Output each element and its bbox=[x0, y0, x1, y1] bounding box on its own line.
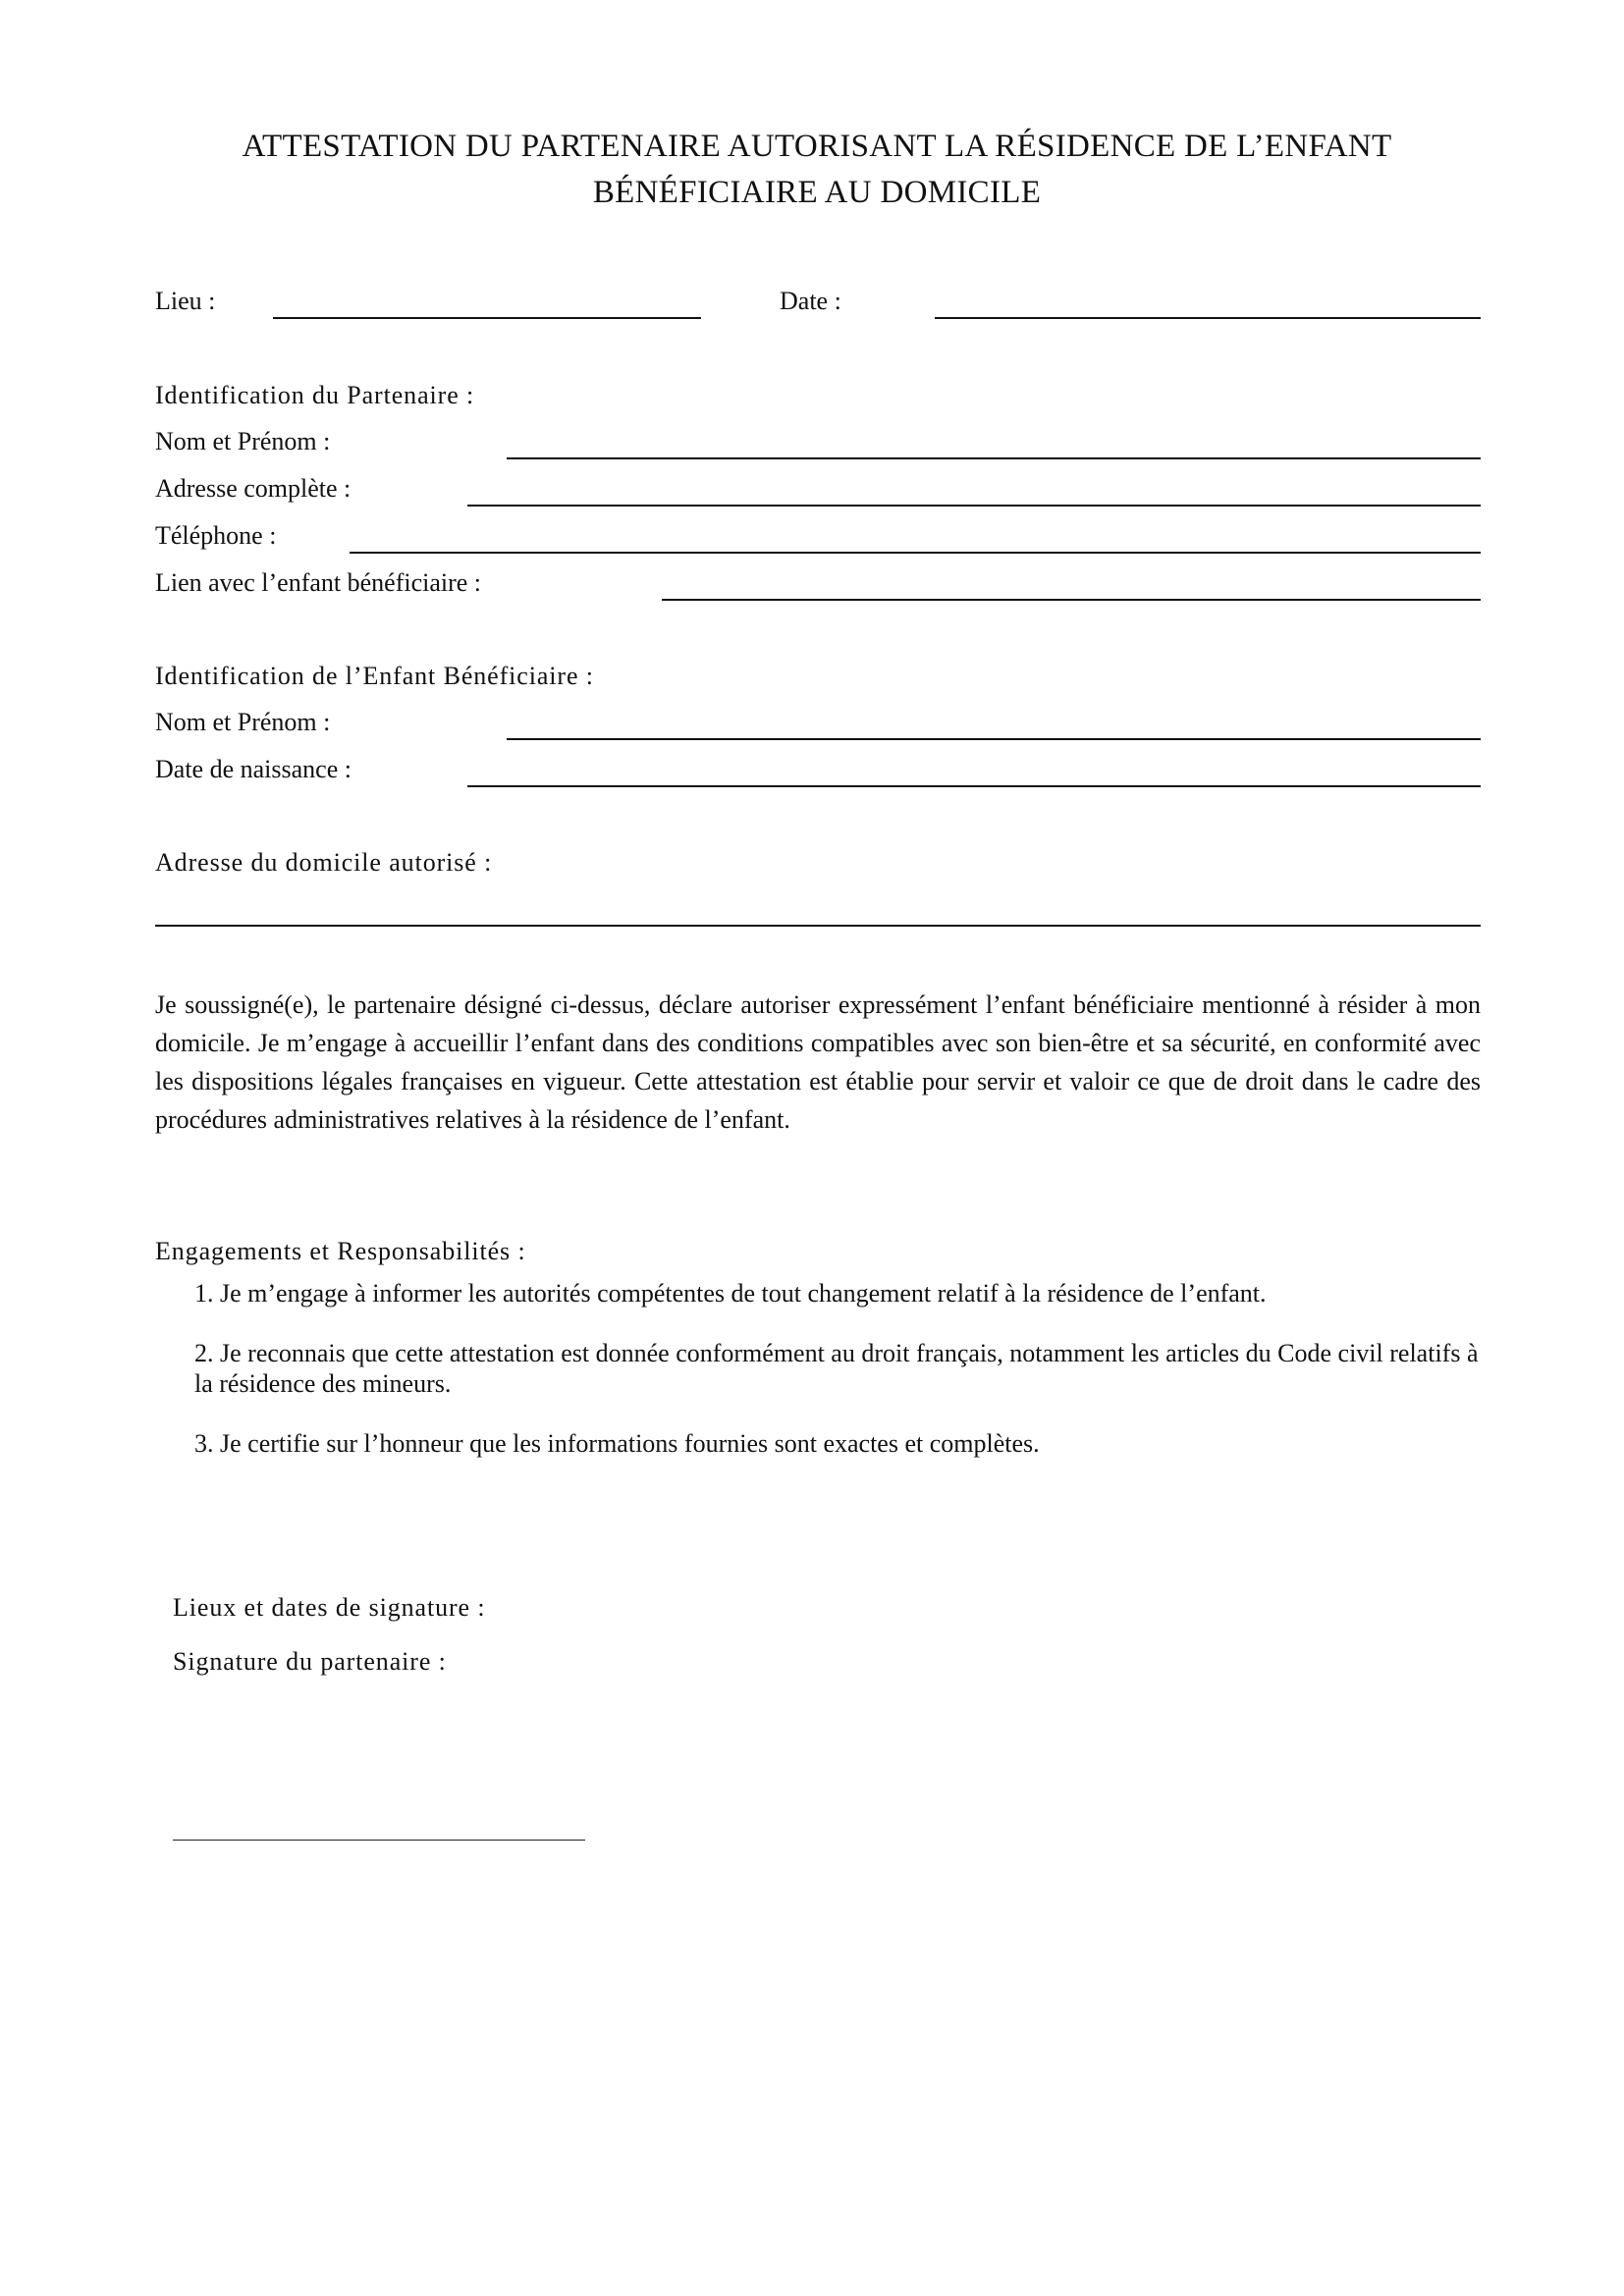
engagements-heading: Engagements et Responsabilités : bbox=[155, 1237, 526, 1265]
partenaire-adresse-label: Adresse complète : bbox=[155, 474, 352, 503]
engagement-item-3: 3. Je certifie sur l’honneur que les informations fournies sont exactes et complètes. bbox=[194, 1429, 1040, 1458]
lieu-label: Lieu : bbox=[155, 287, 216, 315]
partenaire-nom-label: Nom et Prénom : bbox=[155, 427, 331, 455]
document-title-line-2: BÉNÉFICIAIRE AU DOMICILE bbox=[592, 175, 1042, 210]
partenaire-telephone-label: Téléphone : bbox=[155, 521, 277, 550]
partenaire-adresse-field-line[interactable] bbox=[467, 505, 1481, 507]
date-label: Date : bbox=[780, 287, 841, 315]
enfant-naissance-label: Date de naissance : bbox=[155, 755, 352, 783]
document-title bbox=[155, 124, 1479, 216]
date-field-line[interactable] bbox=[935, 317, 1481, 319]
partenaire-telephone-field-line[interactable] bbox=[350, 552, 1481, 554]
lieu-field-line[interactable] bbox=[273, 317, 701, 319]
enfant-heading: Identification de l’Enfant Bénéficiaire : bbox=[155, 662, 594, 690]
partenaire-lien-field-line[interactable] bbox=[662, 599, 1481, 601]
signature-partenaire-label: Signature du partenaire : bbox=[173, 1647, 447, 1676]
enfant-nom-field-line[interactable] bbox=[507, 738, 1481, 740]
domicile-field-line[interactable] bbox=[155, 925, 1481, 927]
partenaire-lien-label: Lien avec l’enfant bénéficiaire : bbox=[155, 568, 482, 597]
domicile-heading: Adresse du domicile autorisé : bbox=[155, 848, 493, 877]
partenaire-nom-field-line[interactable] bbox=[507, 457, 1481, 459]
partenaire-heading: Identification du Partenaire : bbox=[155, 381, 475, 409]
enfant-nom-label: Nom et Prénom : bbox=[155, 708, 331, 736]
signature-line[interactable] bbox=[173, 1840, 585, 1841]
engagement-item-1: 1. Je m’engage à informer les autorités compétentes de tout changement relatif à la résidence de l’enfant. bbox=[194, 1279, 1267, 1308]
document-title-line-1: ATTESTATION DU PARTENAIRE AUTORISANT LA RÉSIDENCE DE L’ENFANT bbox=[242, 129, 1392, 164]
signature-lieux-label: Lieux et dates de signature : bbox=[173, 1593, 486, 1622]
engagement-item-2: 2. Je reconnais que cette attestation est donnée conformément au droit français, notamment les articles du Code civil relatifs à la résidence des mineurs. bbox=[194, 1339, 1479, 1398]
declaration-paragraph: Je soussigné(e), le partenaire désigné ci-dessus, déclare autoriser expressément l’enfant bénéficiaire mentionné à résider à mon domicile. Je m’engage à accueillir l’enfant dans des conditions compatibles avec son bien-être et sa sécurité, en conformité avec les dispositions légales françaises en vigueur. Cette attestation est établie pour servir et valoir ce que de droit dans le cadre des procédures administratives relatives à la résidence de l’enfant. bbox=[155, 990, 1481, 1134]
enfant-naissance-field-line[interactable] bbox=[467, 785, 1481, 787]
engagements-list bbox=[194, 1278, 1490, 1488]
